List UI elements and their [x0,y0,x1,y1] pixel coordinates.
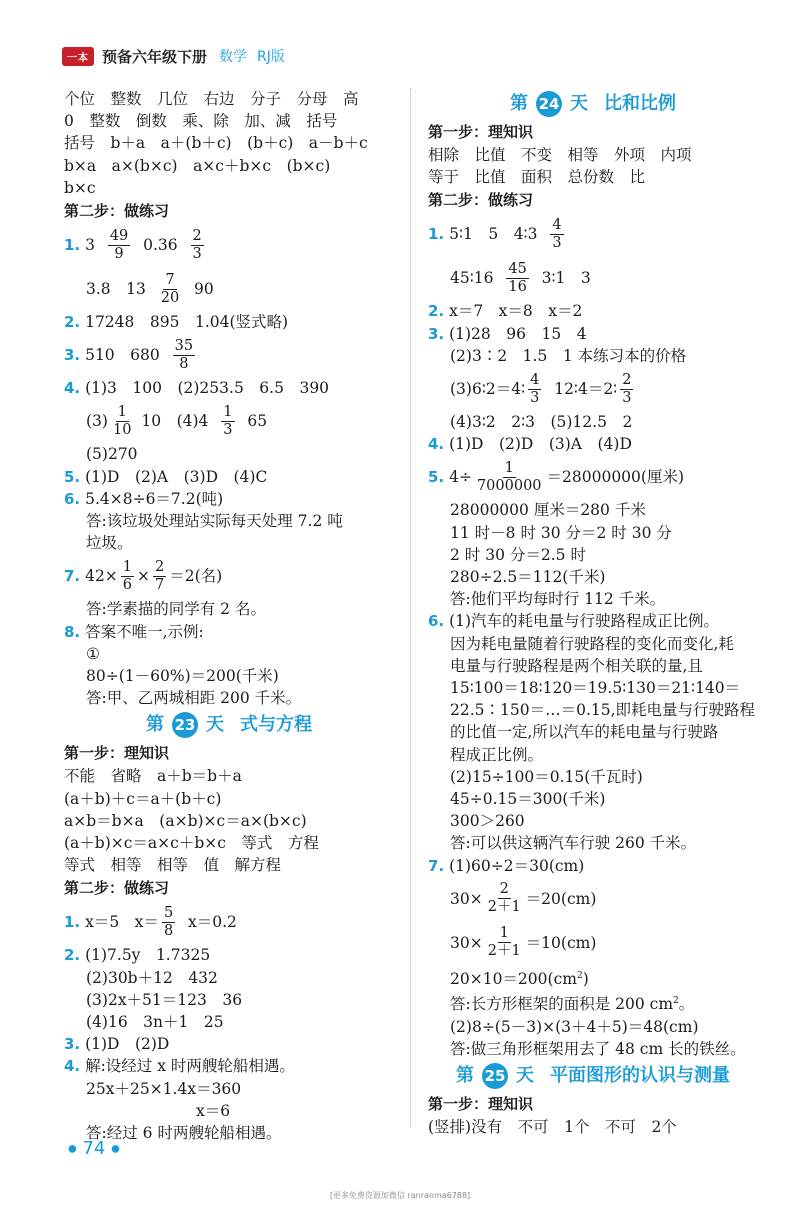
answer-text: 4÷ [449,468,472,487]
answer-text: 因为耗电量随着行驶路程的变化而变化,耗 [450,634,734,653]
answer-text: (3) [86,412,108,431]
answer-text: 0.36 [143,236,178,255]
question-number: 1. [428,225,445,244]
page-number-text: 74 [82,1138,106,1159]
numerator: 49 [109,227,129,244]
numerator: 2 [155,558,165,575]
question-number: 2. [64,946,81,965]
answer-text: 20×10＝200(cm [450,970,577,989]
answer-text: 2 时 30 分＝2.5 时 [450,545,586,564]
answer-text: 28000000 厘米＝280 千米 [450,501,646,520]
denominator: 10 [112,421,132,438]
answer-text: 答:学素描的同学有 2 名。 [86,600,266,619]
answer-1-cont [64,267,394,311]
answer-text: x＝5 x＝ [85,913,159,932]
text-line: 等式 相等 相等 值 解方程 [64,856,282,875]
question-number: 7. [64,567,81,586]
answer-text: (1)D (2)D (3)A (4)D [449,435,632,454]
denominator: 3 [530,389,540,406]
answer-text: 解:设经过 x 时两艘轮船相遇。 [85,1057,295,1076]
answer-7-cont [428,921,758,965]
day-prefix: 第 [456,1065,474,1086]
text-line: 不能 省略 a＋b＝b＋a [64,767,242,786]
superscript: 2 [576,970,583,981]
text-line: b×c [64,178,96,197]
denominator: 7000000 [476,477,542,494]
answer-3 [428,323,758,345]
answer-text: 的比值一定,所以汽车的耗电量与行驶路 [450,723,719,742]
answer-text: 15∶100＝18∶120＝19.5∶130＝21∶140＝ [450,679,741,698]
numerator: 1 [117,403,127,420]
numerator: 7 [165,271,175,288]
answer-text: (1)3 100 (2)253.5 6.5 390 [85,379,330,398]
answer-text: 答:他们平均每时行 112 千米。 [450,590,666,609]
text-line: 括号 b＋a a＋(b＋c) (b＋c) a－b＋c [64,134,368,153]
question-number: 3. [428,324,445,343]
fraction [153,559,166,594]
answer-text: 22.5∶150＝…＝0.15,即耗电量与行驶路程 [450,701,756,720]
answer-text: (2)30b＋12 432 [86,968,218,987]
day-topic: 比和比例 [604,93,676,114]
answer-text: (1)汽车的耗电量与行驶路程成正比例。 [449,612,720,631]
question-number: 1. [64,913,81,932]
denominator: 2＋1 [487,943,521,960]
question-number: 1. [64,236,81,255]
question-number: 7. [428,856,445,875]
answer-text: 42× [85,567,118,586]
step-heading: 第一步：理知识 [64,744,170,763]
step-heading: 第二步：做练习 [64,879,170,898]
day-topic: 平面图形的认识与测量 [550,1065,730,1086]
question-number: 6. [64,489,81,508]
answer-text: (1)D (2)D [85,1035,170,1054]
brand-logo: 一本 [62,47,94,66]
answer-text: ＝2(名) [169,567,223,586]
denominator: 6 [122,576,133,593]
question-number: 3. [64,1035,81,1054]
answer-2 [64,311,394,333]
numerator: 1 [504,459,514,476]
answer-text: x＝0.2 [188,913,237,932]
fraction [111,404,133,439]
answer-text: (4)3∶2 2∶3 (5)12.5 2 [450,413,633,432]
day-prefix: 第 [146,714,164,736]
answer-text: 17248 895 1.04(竖式略) [85,313,289,332]
answer-text [428,965,758,990]
answer-5 [64,466,394,488]
answer-text: 答:经过 6 时两艘轮船相遇。 [86,1124,282,1143]
left-column [64,88,394,1144]
question-number: 5. [64,467,81,486]
denominator: 16 [508,278,527,295]
answer-text: (4)16 3n＋1 25 [86,1013,224,1032]
answer-text: 300＞260 [450,812,525,831]
question-number: 4. [64,379,81,398]
fraction [159,272,181,307]
question-number: 2. [64,313,81,332]
answer-text: 程成正比例。 [450,745,544,764]
answer-1 [64,900,394,944]
page-number [68,1138,120,1159]
answer-text: 3∶1 3 [541,269,591,288]
watermark: [更多免费资源加微信 ranranma6788] [329,1191,471,1200]
answer-text: ) [582,970,589,989]
numerator: 1 [499,925,509,942]
text-line: 个位 整数 几位 右边 分子 分母 高 [64,90,359,108]
answer-2 [428,300,758,322]
answer-text: 答:做三角形框架用去了 48 cm 长的铁丝。 [450,1039,746,1058]
answer-text: ＝20(cm) [525,889,597,908]
answer-text: x＝7 x＝8 x＝2 [449,302,583,321]
answer-text: 45∶16 [450,269,494,288]
answer-text: (1)60÷2＝30(cm) [449,856,585,875]
answer-text: 12∶4＝2∶ [554,380,618,399]
column-divider [410,88,411,1128]
answer-text: 10 (4)4 [141,412,209,431]
answer-text: (2)3∶2 1.5 1 本练习本的价格 [450,346,687,365]
fraction [162,905,175,940]
answer-text: 答:甲、乙两城相距 200 千米。 [86,689,302,708]
edition-label: RJ版 [257,49,285,65]
answer-7 [428,855,758,877]
answer-1 [428,212,758,256]
answer-text: (2)8÷(5－3)×(3＋4＋5)＝48(cm) [450,1017,699,1036]
text-line: 相除 比值 不变 相等 外项 内项 [428,146,692,164]
answer-2 [64,944,394,966]
question-number: 5. [428,468,445,487]
answer-text: (3)2x＋51＝123 36 [86,990,243,1009]
answer-text: 80÷(1－60%)＝200(千米) [86,667,279,686]
numerator: 2 [499,881,509,898]
denominator: 3 [552,234,562,251]
question-number: 3. [64,346,81,365]
denominator: 3 [192,245,202,262]
text-line: (竖排)没有 不可 1个 不可 2个 [428,1118,677,1136]
denominator: 8 [179,355,189,372]
dot-icon: ● [111,1143,120,1155]
answer-6 [64,488,394,510]
fraction [506,261,528,296]
fraction [486,925,523,960]
answer-text: × [137,567,151,586]
day-prefix: 第 [510,93,528,114]
denominator: 7 [155,576,165,593]
text-line: (a＋b)×c＝a×c＋b×c 等式 方程 [64,834,319,853]
fraction [620,372,633,407]
day-suffix: 天 [206,714,224,736]
text-line: b×a a×(b×c) a×c＋b×c (b×c) [64,156,331,175]
text-line: 等于 比值 面积 总份数 比 [428,168,646,187]
day-24-heading [428,88,758,120]
dot-icon: ● [68,1143,77,1155]
answer-text: 3 [85,236,95,255]
answer-text: 。 [678,995,695,1014]
question-number: 4. [64,1057,81,1076]
answer-text: 电量与行驶路程是两个相关联的量,且 [450,656,703,675]
answer-5 [428,455,758,499]
day-topic: 式与方程 [240,714,312,736]
answer-text: 答:长方形框架的面积是 200 cm [450,995,674,1014]
denominator: 20 [160,289,180,306]
denominator: 3 [622,389,632,406]
numerator: 2 [192,227,202,244]
step-heading: 第一步：理知识 [428,123,534,141]
fraction [173,338,195,373]
answer-text: 答:该垃圾处理站实际每天处理 7.2 吨 [86,512,343,531]
question-number: 6. [428,612,445,631]
answer-3 [64,333,394,377]
answer-text: 5∶1 5 4∶3 [449,225,538,244]
denominator: 3 [223,421,233,438]
answer-text: 垃圾。 [86,534,133,553]
answer-3 [64,1033,394,1055]
fraction [528,372,541,407]
answer-text: (2)15÷100＝0.15(千瓦时) [450,767,643,786]
answer-4-cont [64,399,394,443]
answer-text: 答案不唯一,示例: [85,622,204,641]
answer-text: 65 [247,412,268,431]
day-23-heading [64,709,394,741]
book-title: 预备六年级下册 [102,47,208,66]
day-number-badge: 23 [172,712,198,738]
text-line: a×b＝b×a (a×b)×c＝a×(b×c) [64,811,307,830]
answer-text: ① [86,644,100,663]
numerator: 1 [223,403,233,420]
answer-text: (5)270 [86,445,138,464]
answer-7-cont [428,877,758,921]
numerator: 1 [122,558,133,575]
step-heading: 第二步：做练习 [428,191,534,210]
day-25-heading [428,1060,758,1092]
subject-label: 数学 [219,49,248,65]
text-line: (a＋b)＋c＝a＋(b＋c) [64,789,222,808]
fraction [108,228,130,263]
denominator: 2＋1 [487,899,521,916]
answer-1 [64,223,394,267]
answer-4 [64,377,394,399]
answer-text: 280÷2.5＝112(千米) [450,568,606,587]
denominator: 9 [114,245,124,262]
answer-3-cont [428,367,758,411]
day-number-badge: 25 [482,1063,508,1089]
numerator: 5 [163,904,174,921]
answer-text: (1)D (2)A (3)D (4)C [85,467,268,486]
question-number: 4. [428,435,445,454]
answer-8 [64,621,394,643]
numerator: 2 [622,371,632,388]
question-number: 2. [428,302,445,321]
answer-4 [428,433,758,455]
answer-text: 11 时－8 时 30 分＝2 时 30 分 [450,523,672,542]
answer-text: (3)6∶2＝4∶ [450,380,526,399]
fraction [486,881,523,916]
right-column [428,88,758,1138]
answer-text: (1)7.5y 1.7325 [85,946,211,965]
answer-text [428,990,758,1015]
fraction [221,404,234,439]
numerator: 4 [530,371,540,388]
answer-7 [64,554,394,598]
day-suffix: 天 [516,1065,534,1086]
answer-text: 90 [194,280,214,299]
answer-text: (1)28 96 15 4 [449,324,587,343]
numerator: 45 [508,260,527,277]
answer-1-cont [428,256,758,300]
answer-text: ＝28000000(厘米) [546,468,685,487]
answer-text: 25x＋25×1.4x＝360 [86,1079,242,1098]
question-number: 8. [64,622,81,641]
day-number-badge: 24 [536,91,562,117]
text-line: 0 整数 倒数 乘、除 加、减 括号 [64,112,338,131]
answer-text: 3.8 13 [86,280,146,299]
answer-text: 30× [450,889,483,908]
fraction [475,460,544,495]
answer-text: 5.4×8÷6＝7.2(吨) [85,489,224,508]
answer-text: x＝6 [196,1101,231,1120]
answer-text: 30× [450,933,483,952]
numerator: 35 [174,337,194,354]
answer-text: 510 680 [85,346,160,365]
step-heading: 第一步：理知识 [428,1095,534,1113]
answer-text: 45÷0.15＝300(千米) [450,790,606,809]
day-suffix: 天 [570,93,588,114]
fraction [191,228,204,263]
page-header [62,44,285,68]
answer-6 [428,610,758,632]
answer-4 [64,1055,394,1077]
numerator: 4 [552,216,562,233]
denominator: 8 [163,922,174,939]
answer-text: ＝10(cm) [525,933,597,952]
step-heading: 第二步：做练习 [64,202,170,221]
superscript: 2 [673,996,679,1007]
fraction [121,559,134,594]
fraction [550,217,563,252]
answer-text: 答:可以供这辆汽车行驶 260 千米。 [450,834,697,853]
